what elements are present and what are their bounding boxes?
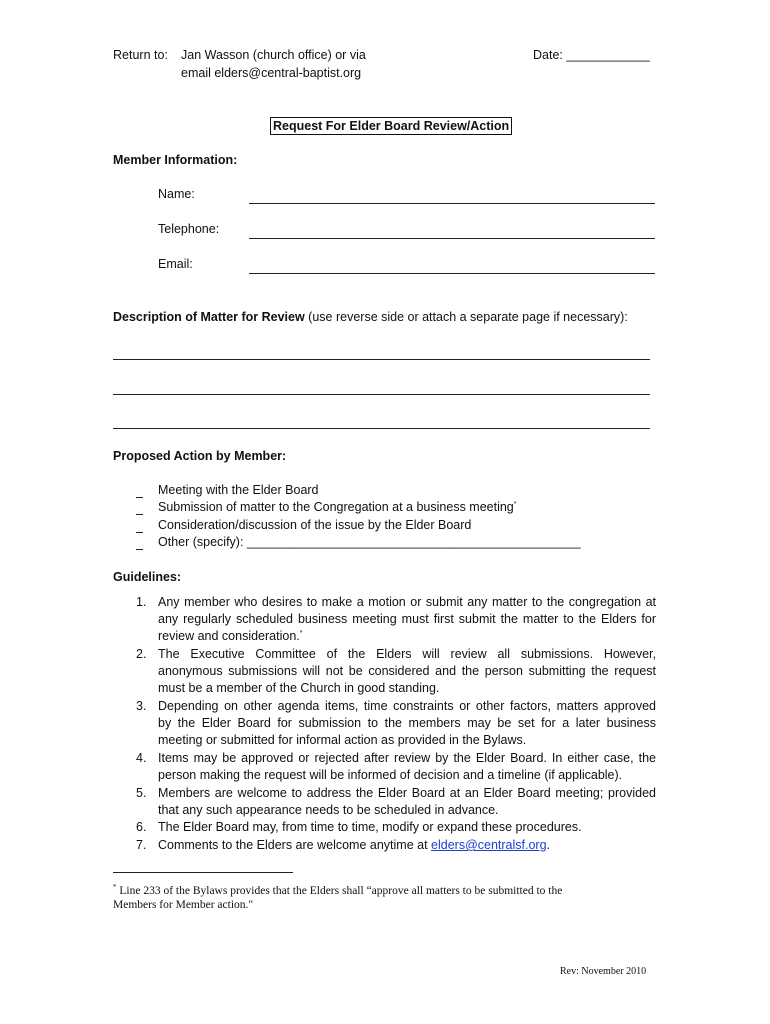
option-checkbox-1[interactable] (136, 497, 143, 498)
guideline-line: Members are welcome to address the Elder Board at an Elder Board meeting; provided (158, 786, 656, 800)
footnote-line-1 (113, 883, 562, 897)
guideline-line-text: Comments to the Elders are welcome anytime at (158, 838, 432, 852)
description-line-3[interactable] (113, 428, 650, 429)
guideline-line: that any such appearance needs to be scheduled in advance. (158, 803, 499, 817)
option-other[interactable]: Other (specify): ________________________________________________ (158, 535, 581, 549)
guideline-number: 6. (136, 820, 147, 834)
guideline-number: 5. (136, 786, 147, 800)
return-line-1: Jan Wasson (church office) or via (181, 48, 366, 62)
name-label: Name: (158, 187, 195, 201)
guideline-line: anonymous submissions will not be considered and the person submitting the request (158, 664, 656, 678)
guideline-number: 7. (136, 838, 147, 852)
return-line-2: email elders@central-baptist.org (181, 66, 362, 80)
option-submission (158, 500, 517, 514)
footnote-text-1: Line 233 of the Bylaws provides that the Elders shall “approve all matters to be submitted to the (116, 884, 563, 897)
option-submission-text: Submission of matter to the Congregation at a business meeting (158, 500, 514, 514)
elders-email-link[interactable]: elders@centralsf.org (431, 838, 547, 852)
description-line-2[interactable] (113, 394, 650, 395)
guideline-line (158, 629, 302, 643)
guideline-line: must be a member of the Church in good standing. (158, 681, 440, 695)
guideline-line: Items may be approved or rejected after review by the Elder Board. In either case, the (158, 751, 656, 765)
guideline-line: Depending on other agenda items, time constraints or other factors, matters approved (158, 699, 656, 713)
email-label: Email: (158, 257, 193, 271)
return-label: Return to: (113, 48, 168, 62)
guideline-line: Any member who desires to make a motion or submit any matter to the congregation at (158, 595, 656, 609)
option-checkbox-3[interactable] (136, 532, 143, 533)
guidelines-heading: Guidelines: (113, 570, 182, 584)
guideline-line: The Executive Committee of the Elders will review all submissions. However, (158, 647, 656, 661)
option-consideration: Consideration/discussion of the issue by the Elder Board (158, 518, 472, 532)
email-field[interactable] (249, 273, 655, 274)
telephone-label: Telephone: (158, 222, 220, 236)
guideline-line: any regularly scheduled business meeting must first submit the matter to the Elders for (158, 612, 656, 626)
page-title: Request For Elder Board Review/Action (270, 117, 512, 135)
footnote-line-2: Members for Member action." (113, 899, 254, 911)
footnote-ref: * (299, 629, 303, 637)
guideline-number: 2. (136, 647, 147, 661)
member-info-heading: Member Information: (113, 153, 238, 167)
guideline-number: 1. (136, 595, 147, 609)
telephone-field[interactable] (249, 238, 655, 239)
guideline-number: 3. (136, 699, 147, 713)
option-checkbox-2[interactable] (136, 514, 143, 515)
proposed-action-heading: Proposed Action by Member: (113, 449, 287, 463)
description-note: (use reverse side or attach a separate page if necessary): (304, 310, 628, 324)
footnote-ref: * (513, 500, 517, 508)
description-line-1[interactable] (113, 359, 650, 360)
guideline-line-text: review and consideration. (158, 629, 300, 643)
guideline-line: person making the request will be informed of decision and a timeline (if applicable). (158, 768, 623, 782)
footnote-mark: * (113, 883, 117, 891)
footnote-separator (113, 872, 293, 873)
guideline-number: 4. (136, 751, 147, 765)
description-heading: Description of Matter for Review (113, 310, 305, 324)
date-field[interactable]: Date: ____________ (533, 48, 650, 62)
description-heading-row (113, 310, 628, 324)
guideline-period: . (546, 838, 551, 852)
option-checkbox-4[interactable] (136, 549, 143, 550)
option-meeting: Meeting with the Elder Board (158, 483, 319, 497)
guideline-line (158, 838, 550, 852)
guideline-line: by the Elder Board for submission to the members may be set for a later business (158, 716, 656, 730)
guideline-line: The Elder Board may, from time to time, modify or expand these procedures. (158, 820, 582, 834)
name-field[interactable] (249, 203, 655, 204)
guideline-line: meeting or submitted for informal action as provided in the Bylaws. (158, 733, 527, 747)
revision-date: Rev: November 2010 (560, 966, 647, 977)
